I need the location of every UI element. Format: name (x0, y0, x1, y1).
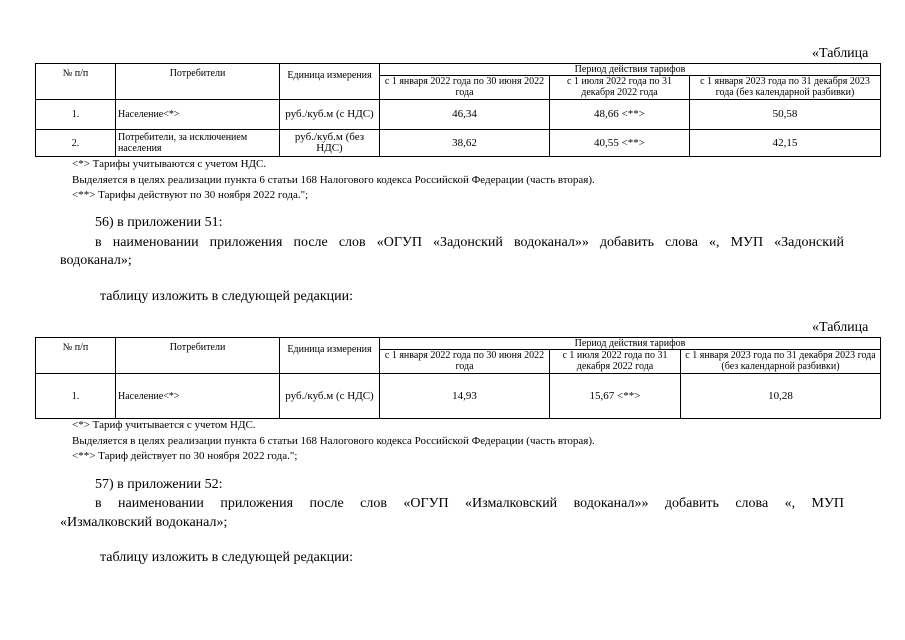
header-no: № п/п (36, 338, 116, 374)
table-row (36, 100, 881, 130)
tariff-value-2: 40,55 <**> (550, 130, 690, 157)
section-text-line: «Измалковский водоканал»; (60, 515, 228, 530)
header-period-2: с 1 июля 2022 года по 31 декабря 2022 года (550, 76, 690, 100)
header-consumers: Потребители (116, 338, 280, 374)
header-unit: Единица измерения (280, 338, 380, 374)
header-period-1: с 1 января 2022 года по 30 июня 2022 года (380, 76, 550, 100)
header-period: Период действия тарифов (380, 64, 881, 76)
header-period-2: с 1 июля 2022 года по 31 декабря 2022 года (550, 350, 681, 374)
row-number: 1. (36, 100, 116, 130)
footnote-validity: <**> Тарифы действуют по 30 ноября 2022 года."; (72, 189, 309, 201)
footnote-vat: <*> Тариф учитывается с учетом НДС. (72, 419, 256, 431)
unit-cell: руб./куб.м (с НДС) (280, 100, 380, 130)
consumer-name: Потребители, за исключением населения (116, 130, 280, 157)
tariff-value-2: 48,66 <**> (550, 100, 690, 130)
footnote-validity: <**> Тариф действует по 30 ноября 2022 года."; (72, 450, 298, 462)
table-row (36, 374, 881, 419)
section-text-line: в наименовании приложения после слов «ОГУП «Измалковский водоканал»» добавить слова «, МУП (95, 496, 844, 511)
tariff-value-3: 10,28 (681, 374, 881, 419)
table-caption: «Таблица (812, 320, 869, 335)
row-number: 1. (36, 374, 116, 419)
table-caption: «Таблица (812, 46, 869, 61)
unit-cell: руб./куб.м (без НДС) (280, 130, 380, 157)
section-heading: 56) в приложении 51: (95, 215, 223, 230)
row-number: 2. (36, 130, 116, 157)
tariff-value-3: 50,58 (690, 100, 881, 130)
footnote-tax-code: Выделяется в целях реализации пункта 6 статьи 168 Налогового кодекса Российской Федерации (часть вторая). (72, 435, 595, 447)
table-intro: таблицу изложить в следующей редакции: (100, 289, 354, 304)
consumer-name: Население<*> (116, 100, 280, 130)
tariff-value-1: 14,93 (380, 374, 550, 419)
header-period: Период действия тарифов (380, 338, 881, 350)
header-no: № п/п (36, 64, 116, 100)
header-period-1: с 1 января 2022 года по 30 июня 2022 года (380, 350, 550, 374)
consumer-name: Население<*> (116, 374, 280, 419)
table-intro: таблицу изложить в следующей редакции: (100, 550, 354, 565)
tariff-table-1 (35, 63, 881, 157)
section-heading: 57) в приложении 52: (95, 477, 223, 492)
table-row (36, 130, 881, 157)
tariff-value-2: 15,67 <**> (550, 374, 681, 419)
unit-cell: руб./куб.м (с НДС) (280, 374, 380, 419)
header-period-3: с 1 января 2023 года по 31 декабря 2023 года (без календарной разбивки) (690, 76, 881, 100)
header-unit: Единица измерения (280, 64, 380, 100)
tariff-value-1: 38,62 (380, 130, 550, 157)
footnote-tax-code: Выделяется в целях реализации пункта 6 статьи 168 Налогового кодекса Российской Федерации (часть вторая). (72, 174, 595, 186)
section-text-line: в наименовании приложения после слов «ОГУП «Задонский водоканал»» добавить слова «, МУП «Задонский (95, 235, 844, 250)
tariff-table-2 (35, 337, 881, 419)
section-text-line: водоканал»; (60, 253, 132, 268)
footnote-vat: <*> Тарифы учитываются с учетом НДС. (72, 158, 267, 170)
tariff-value-1: 46,34 (380, 100, 550, 130)
header-period-3: с 1 января 2023 года по 31 декабря 2023 года (без календарной разбивки) (681, 350, 881, 374)
tariff-value-3: 42,15 (690, 130, 881, 157)
header-consumers: Потребители (116, 64, 280, 100)
